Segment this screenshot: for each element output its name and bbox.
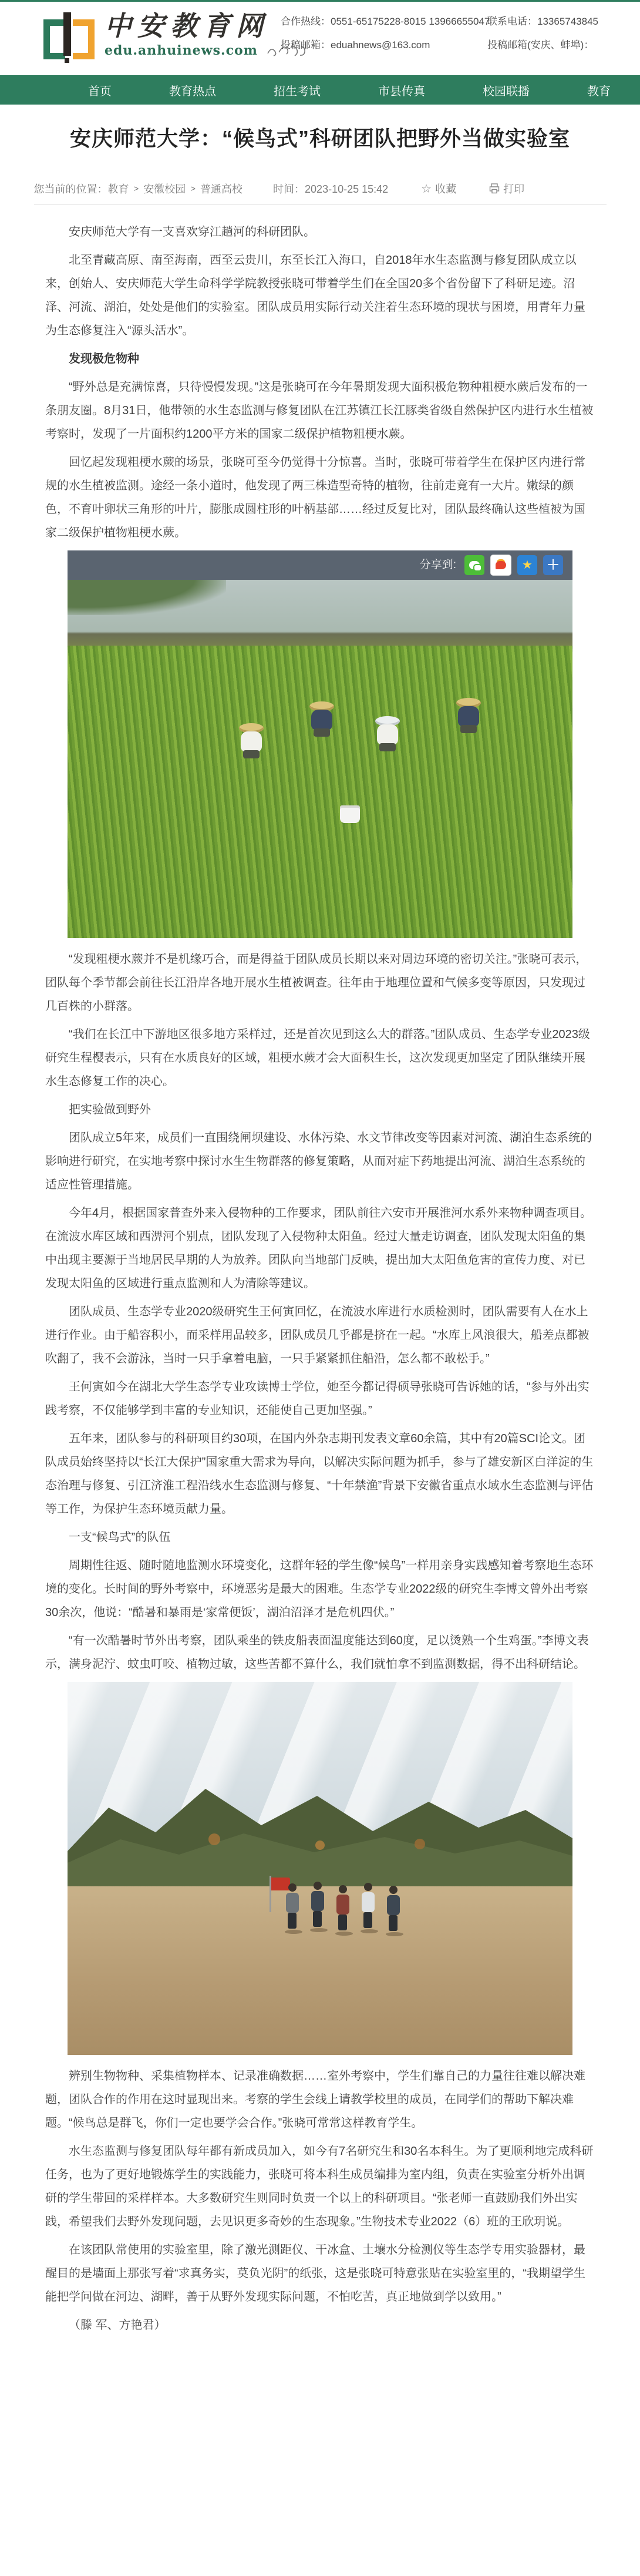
section-heading: 发现极危物种 (69, 352, 139, 365)
breadcrumb-separator: > (133, 183, 139, 194)
article-main (0, 123, 640, 2383)
paragraph: 团队成立5年来，成员们一直围绕闸坝建设、水体污染、水文节律改变等因素对河流、湖泊生态系统的影响进行研究，在实地考察中探讨水生生物群落的修复策略，从而对症下药地提出河流、湖泊生态系统的适应性管理措施。 (45, 1131, 592, 1191)
breadcrumb-link-anhui-campus[interactable]: 安徽校园 (143, 183, 186, 195)
breadcrumb (34, 181, 607, 205)
article-photo-riverbank-group (68, 1682, 572, 2055)
share-bar (68, 550, 572, 580)
contact-phone: 联系电话：13365743845 (487, 16, 599, 27)
contact-hotline: 合作热线：0551-65175228-8015 13966655047 (281, 16, 490, 27)
publish-time: 时间：2023-10-25 15:42 (273, 183, 389, 195)
logo-mark-icon (42, 9, 96, 63)
nav-item-campus-broadcast[interactable]: 校园联播 (483, 85, 530, 98)
contact-email: 投稿邮箱：eduahnews@163.com (281, 39, 430, 51)
paragraph: 安庆师范大学有一支喜欢穿江趟河的科研团队。 (69, 226, 315, 239)
site-name: 中安教育网 (105, 10, 269, 42)
collect-button[interactable]: ☆ 收藏 (421, 182, 457, 196)
share-label: 分享到: (419, 559, 456, 571)
site-logo[interactable] (42, 9, 308, 63)
paragraph: 北至青藏高原、南至海南，西至云贵川，东至长江入海口，自2018年水生态监测与修复团队成立以来，创始人、安庆师范大学生命科学学院教授张晓可带着学生们在全国20多个省份留下了科研足迹。沼泽、河流、湖泊，处处是他们的实验室。团队成员用实际行动关注着生态环境的现状与困境，用青年力量为生态修复注入“源头活水”。 (45, 254, 585, 337)
star-icon: ☆ (421, 182, 432, 196)
paragraph: “有一次酷暑时节外出考察，团队乘坐的铁皮船表面温度能达到60度，足以烫熟一个生鸡蛋。”李博文表示，满身泥泞、蚊虫叮咬、植物过敏，这些苦都不算什么，我们就怕拿不到监测数据，得不出科研结论。 (45, 1634, 589, 1671)
mountains-graphic (68, 1751, 572, 1886)
paragraph: 在该团队常使用的实验室里，除了激光测距仪、干冰盒、土壤水分检测仪等生态学专用实验器材，最醒目的是墙面上那张写着“求真务实，莫负光阴”的纸张，这是张晓可特意张贴在实验室里的，“我期望学生能把学问做在河边、湖畔，善于从野外发现实际问题，不怕吃苦，真正地做到学以致用。” (45, 2243, 585, 2303)
breadcrumb-link-education[interactable]: 教育 (107, 183, 129, 195)
section-heading: 把实验做到野外 (69, 1103, 151, 1116)
byline: （滕 军、方艳君） (69, 2319, 166, 2332)
nav-item-admissions[interactable]: 招生考试 (274, 85, 321, 98)
photo-grass-lake-scene (68, 580, 572, 938)
weibo-icon[interactable] (490, 555, 511, 576)
qzone-icon[interactable]: ★ (517, 555, 537, 575)
paragraph: 辨别生物物种、采集植物样本、记录准确数据……室外考察中，学生们靠自己的力量往往难以解决难题，团队合作的作用在这时显现出来。考察的学生会线上请教学校里的成员，在同学们的帮助下解决难题。“候鸟总是群飞，你们一定也要学会合作。”张晓可常常这样教育学生。 (45, 2070, 585, 2130)
wechat-icon[interactable] (464, 555, 484, 575)
section-heading: 一支“候鸟式”的队伍 (69, 1531, 171, 1544)
nav-item-county-news[interactable]: 市县传真 (378, 85, 425, 98)
paragraph: 五年来，团队参与的科研项目约30项，在国内外杂志期刊发表文章60余篇，其中有20篇SCI论文。团队成员始终坚持以“长江大保护”国家重大需求为导向，以解决实际问题为抓手，参与了雄安新区白洋淀的生态治理与修复、引江济淮工程沿线水生态监测与修复、“十年禁渔”背景下安徽省重点水域水生态监测与评估等工作，为保护生态环境贡献力量。 (45, 1432, 594, 1516)
paragraph: 今年4月，根据国家普查外来入侵物种的工作要求，团队前往六安市开展淮河水系外来物种调查项目。在流波水库区域和西淠河个别点，团队发现了入侵物种太阳鱼。经过大量走访调查，团队发现太阳鱼的集中出现主要源于当地居民早期的人为放养。团队向当地部门反映，提出加大太阳鱼危害的宣传力度、对已发现太阳鱼的区域进行重点监测和人为清除等建议。 (45, 1207, 592, 1290)
breadcrumb-separator: > (190, 183, 196, 194)
breadcrumb-prefix: 您当前的位置： (33, 183, 108, 195)
paragraph: “发现粗梗水蕨并不是机缘巧合，而是得益于团队成员长期以来对周边环境的密切关注。”张晓可表示，团队每个季节都会前往长江沿岸各地开展水生植被调查。往年由于地理位置和气候多变等原因，只发现过几百株的小群落。 (45, 953, 588, 1013)
paragraph: 王何寅如今在湖北大学生态学专业攻读博士学位，她至今都记得硕导张晓可告诉她的话，“参与外出实践考察，不仅能够学到丰富的专业知识，还能使自己更加坚强。” (45, 1381, 590, 1417)
paragraph: 团队成员、生态学专业2020级研究生王何寅回忆，在流波水库进行水质检测时，团队需要有人在水上进行作业。由于船容积小，而采样用品较多，团队成员几乎都是挤在一起。“水库上风浪很大，船差点都被吹翻了，我不会游泳，当时一只手拿着电脑，一只手紧紧抓住船沿，怎么都不敢松手。” (45, 1305, 590, 1365)
site-header (0, 2, 640, 75)
main-nav (0, 75, 640, 105)
more-share-icon[interactable]: ＋ (543, 555, 563, 575)
contact-email-anqing-bengbu: 投稿邮箱(安庆、蚌埠)： (487, 39, 594, 51)
photo-riverbank-scene (68, 1682, 572, 2055)
nav-item-education[interactable]: 教育 (587, 85, 611, 98)
printer-icon (489, 183, 500, 194)
paragraph: “我们在长江中下游地区很多地方采样过，还是首次见到这么大的群落。”团队成员、生态学专业2023级研究生程樱表示，只有在水质良好的区域，粗梗水蕨才会大面积生长，这次发现更加坚定了团队继续开展水生态修复工作的决心。 (45, 1028, 590, 1088)
paragraph: 周期性往返、随时随地监测水环境变化，这群年轻的学生像“候鸟”一样用亲身实践感知着考察地生态环境的变化。长时间的野外考察中，环境恶劣是最大的困难。生态学专业2022级的研究生李博文曾外出考察30余次，他说：“酷暑和暴雨是‘家常便饭’，湖泊沼泽才是危机四伏。” (45, 1559, 594, 1619)
paragraph: 水生态监测与修复团队每年都有新成员加入，如今有7名研究生和30名本科生。为了更顺利地完成科研任务，也为了更好地锻炼学生的实践能力，张晓可将本科生成员编排为室内组，负责在实验室分析外出调研的学生带回的采样样本。大多数研究生则同时负责一个以上的科研项目。“张老师一直鼓励我们外出实践，希望我们去野外发现问题，去见识更多奇妙的生态现象。”生物技术专业2022（6）班的王欣玥说。 (45, 2145, 594, 2228)
page-title: 安庆师范大学：“候鸟式”科研团队把野外当做实验室 (69, 126, 570, 150)
article-photo-field-survey (68, 550, 572, 938)
site-url: edu.anhuinews.com (105, 43, 258, 58)
paragraph: “野外总是充满惊喜，只待慢慢发现。”这是张晓可在今年暑期发现大面积极危物种粗梗水蕨后发布的一条朋友圈。8月31日，他带领的水生态监测与修复团队在江苏镇江长江豚类省级自然保护区内进行水生植被考察时，发现了一片面积约1200平方米的国家二级保护植物粗梗水蕨。 (45, 381, 594, 441)
breadcrumb-link-regular-colleges[interactable]: 普通高校 (200, 183, 243, 195)
paragraph: 回忆起发现粗梗水蕨的场景，张晓可至今仍觉得十分惊喜。当时，张晓可带着学生在保护区内进行常规的水生植被监测。途经一条小道时，他发现了两三株造型奇特的植物，往前走竟有一大片。嫩绿的颜色，不育叶卵状三角形的叶片，膨胀成圆柱形的叶柄基部……经过反复比对，团队最终确认这些植被为国家二级保护植物粗梗水蕨。 (45, 456, 585, 539)
print-button[interactable]: 打印 (489, 181, 524, 196)
nav-item-home[interactable]: 首页 (88, 85, 112, 98)
nav-item-hotspots[interactable]: 教育热点 (169, 85, 216, 98)
article-body (45, 220, 595, 2383)
